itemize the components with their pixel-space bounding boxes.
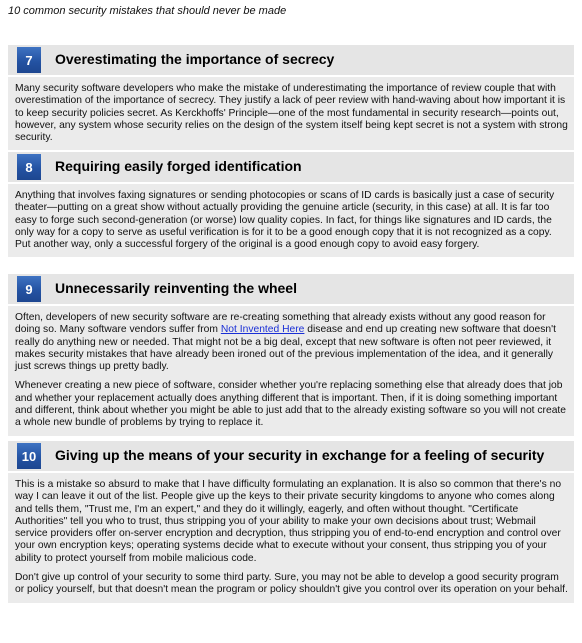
paragraph-text: disease and end up creating new software that doesn't really do anything new or needed. That might not be a big deal, except that new software is often not peer reviewed, it makes security mistakes that have already been ironed out of the previous implementation of the idea, and it generally just screws things up pretty badly.	[15, 324, 556, 373]
section-7	[8, 45, 574, 150]
section-9	[8, 274, 574, 436]
section-10	[8, 441, 574, 603]
section-title: Unnecessarily reinventing the wheel	[55, 280, 297, 296]
section-header	[8, 152, 574, 184]
section-title: Giving up the means of your security in exchange for a feeling of security	[55, 447, 545, 463]
section-header	[8, 45, 574, 77]
section-number-badge: 10	[17, 443, 41, 469]
section-body	[8, 184, 574, 257]
section-header	[8, 441, 574, 473]
section-title: Overestimating the importance of secrecy	[55, 51, 335, 67]
section-number-badge: 8	[17, 154, 41, 180]
not-invented-here-link[interactable]: Not Invented Here	[220, 324, 305, 336]
paragraph-text: Often, developers of new security software are re-creating something that already exists without any good reason for doing so. Many software vendors suffer from	[15, 312, 546, 336]
section-paragraph: Many security software developers who make the mistake of underestimating the importance of review couple that with overestimation of the importance of secrecy. They justify a lack of peer review with hand-waving about how important it is to keep security policies secret. As Kerckhoffs' Principle—one of the most fundamental in security research—points out, however, any system whose security relies on the design of the system itself being kept secret is not a system with strong security.	[15, 83, 568, 144]
section-paragraph: Anything that involves faxing signatures or sending photocopies or scans of ID cards is basically just a case of security theater—putting on a great show without actually providing the genuine article (security, in this case) at all. It is far too easy to forge such second-generation (or worse) low quality copies. In fact, for things like signatures and ID cards, the only way for a copy to serve as useful verification is for it to be a good enough copy that it is not recognized as a copy. Put another way, only a successful forgery of the original is a good enough copy to avoid easy forgery.	[15, 190, 555, 251]
section-paragraph: Don't give up control of your security to some third party. Sure, you may not be able to develop a good security program or policy yourself, but that doesn't mean the program or policy shouldn't give you control over its operation on your behalf.	[15, 572, 568, 596]
section-paragraph	[15, 312, 568, 373]
section-body	[8, 77, 574, 150]
section-paragraph: Whenever creating a new piece of software, consider whether you're replacing something else that already does that job and whether your replacement actually does anything different that is important. Then, if it is doing something important and different, think about whether you might be able to just add that to the already existing software so you will not create a whole new bundle of problems by trying to replace it.	[15, 380, 567, 429]
section-body	[8, 306, 574, 436]
document-title: 10 common security mistakes that should never be made	[8, 5, 287, 17]
section-8	[8, 152, 574, 257]
section-header	[8, 274, 574, 306]
section-paragraph: This is a mistake so absurd to make that I have difficulty formulating an explanation. It is also so common that there's no way I can leave it out of the list. People give up the keys to their private security kingdoms to anyone who comes along and tells them, "Trust me, I'm an expert," and they do it willingly, eagerly, and often without thought. "Certificate Authorities" tell you who to trust, thus stripping you of your ability to make your own decisions about trust; Webmail service providers offer on-server encryption and decryption, thus stripping you of end-to-end encryption and control over your own encryption keys; operating systems decide what to execute without your consent, thus stripping you of your ability to protect yourself from mobile malicious code.	[15, 479, 562, 564]
section-number-badge: 9	[17, 276, 41, 302]
section-number-badge: 7	[17, 47, 41, 73]
section-body	[8, 473, 574, 603]
section-title: Requiring easily forged identification	[55, 158, 302, 174]
